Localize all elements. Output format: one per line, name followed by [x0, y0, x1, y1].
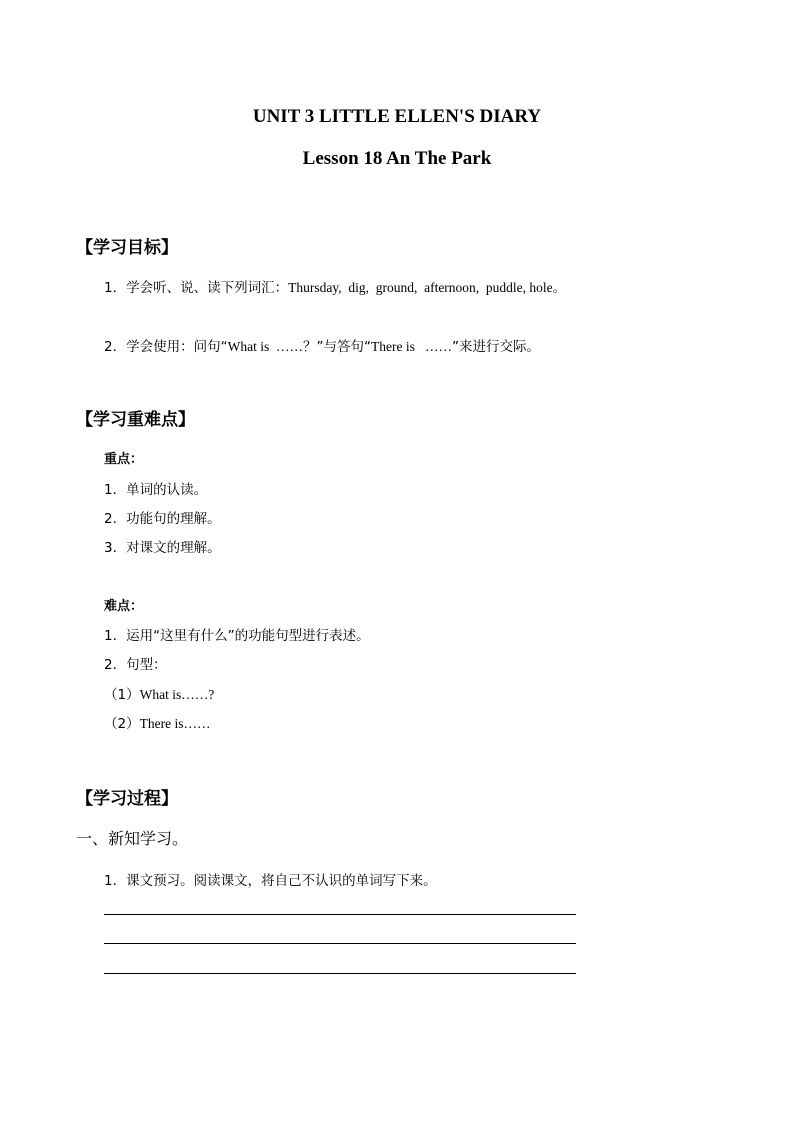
- pattern-text: What is……?: [139, 687, 215, 702]
- difficulty-item: [104, 624, 370, 644]
- answer-line[interactable]: [104, 973, 576, 974]
- focus-item: [104, 536, 221, 556]
- pattern-number: （2）: [104, 716, 140, 732]
- task-text: 课文预习。阅读课文，将自己不认识的单词写下来。: [126, 873, 437, 889]
- answer-line[interactable]: [104, 914, 576, 915]
- objective-number: 2．: [104, 339, 127, 355]
- answer-line[interactable]: [104, 943, 576, 944]
- difficulty-label: 难点：: [104, 599, 144, 614]
- process-heading: 【学习过程】: [76, 789, 178, 809]
- pattern-number: （1）: [104, 687, 140, 703]
- section-one-title: 一、新知学习。: [76, 829, 189, 848]
- pattern-item: [104, 683, 214, 703]
- objective-item-1: [104, 276, 566, 296]
- objective-mid: ”与答句“: [316, 339, 371, 355]
- difficulty-text: 句型：: [126, 657, 167, 673]
- focus-label: 重点：: [104, 452, 144, 467]
- difficulty-number: 2．: [104, 657, 127, 673]
- focus-number: 1．: [104, 482, 127, 498]
- focus-number: 2．: [104, 511, 127, 527]
- task-item: [104, 869, 437, 889]
- difficulty-number: 1．: [104, 628, 127, 644]
- question-pattern: What is ……？: [227, 339, 317, 354]
- focus-text: 功能句的理解。: [126, 511, 221, 527]
- objective-tail: 。: [552, 280, 567, 296]
- objective-text-cn: 学会听、说、读下列词汇：: [126, 280, 289, 296]
- objectives-heading: 【学习目标】: [76, 238, 178, 258]
- objective-item-2: [104, 335, 540, 355]
- difficulty-item: [104, 653, 167, 673]
- difficulty-text: 运用“这里有什么”的功能句型进行表述。: [126, 628, 370, 644]
- answer-pattern: There is ……: [370, 339, 452, 354]
- pattern-text: There is……: [139, 716, 211, 731]
- unit-title: UNIT 3 LITTLE ELLEN'S DIARY: [252, 106, 542, 127]
- pattern-item: [104, 712, 210, 732]
- objective-tail: ”来进行交际。: [451, 339, 540, 355]
- task-number: 1．: [104, 873, 127, 889]
- objective-number: 1．: [104, 280, 127, 296]
- focus-text: 对课文的理解。: [126, 540, 221, 556]
- vocabulary-list: Thursday, dig, ground, afternoon, puddle, hole: [288, 280, 553, 295]
- focus-text: 单词的认读。: [126, 482, 208, 498]
- lesson-title: Lesson 18 An The Park: [302, 148, 492, 169]
- focus-item: [104, 478, 207, 498]
- key-points-heading: 【学习重难点】: [76, 410, 195, 430]
- focus-item: [104, 507, 221, 527]
- objective-text-cn: 学会使用：问句“: [126, 339, 228, 355]
- focus-number: 3．: [104, 540, 127, 556]
